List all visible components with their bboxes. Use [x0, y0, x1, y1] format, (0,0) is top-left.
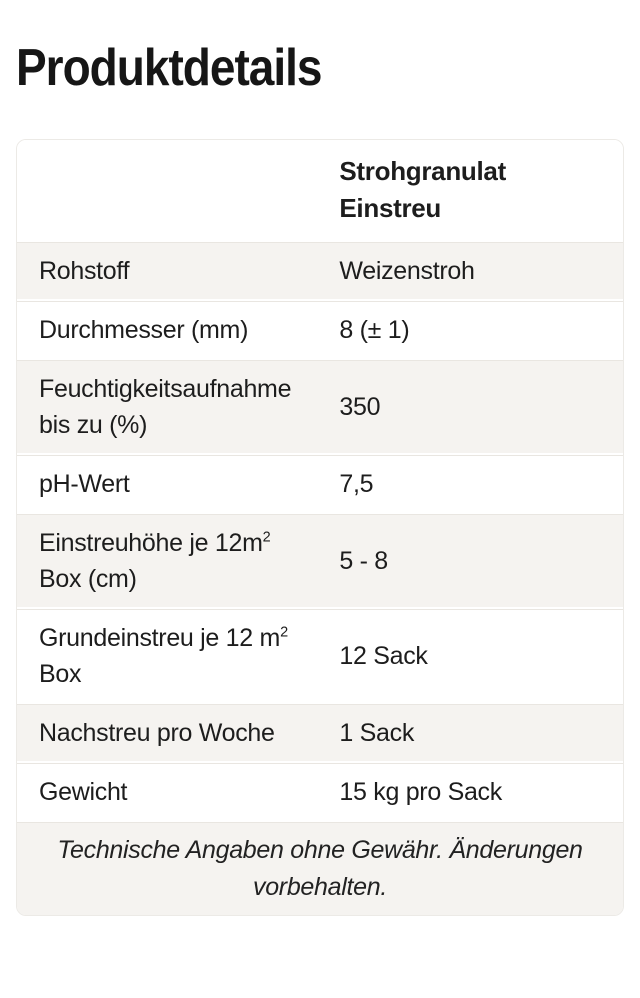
table-row — [17, 360, 623, 453]
header-empty-cell — [17, 177, 339, 203]
table-header-row — [17, 140, 623, 240]
row-value: 8 (± 1) — [339, 315, 410, 344]
row-label: Gewicht — [39, 777, 128, 806]
row-label: Feuchtigkeitsaufnahme bis zu (%) — [39, 374, 292, 439]
row-value: 12 Sack — [339, 641, 428, 670]
row-value: 5 - 8 — [339, 546, 388, 575]
page-title: Produktdetails — [16, 38, 322, 97]
disclaimer-text: Technische Angaben ohne Gewähr. Änderungen vorbehalten. — [57, 835, 583, 901]
table-row — [17, 704, 623, 761]
row-label: Nachstreu pro Woche — [39, 718, 275, 747]
product-details-table — [16, 139, 624, 916]
row-value: 15 kg pro Sack — [339, 777, 502, 806]
row-value: 7,5 — [339, 469, 374, 498]
product-details-section — [16, 38, 624, 916]
table-row — [17, 301, 623, 358]
row-label: Grundeinstreu je 12 $m^2$ Box — [39, 623, 288, 688]
product-name-line1: Strohgranulat — [339, 155, 506, 186]
table-row — [17, 514, 623, 607]
superscript: 2 — [280, 624, 288, 641]
superscript: 2 — [262, 529, 271, 546]
product-column-header — [339, 140, 623, 240]
product-name-line2: Einstreu — [339, 192, 442, 223]
row-value: Weizenstroh — [339, 256, 475, 285]
row-label: pH-Wert — [39, 469, 130, 498]
row-label: Rohstoff — [39, 256, 130, 285]
table-row — [17, 609, 623, 702]
table-row — [17, 763, 623, 820]
table-row — [17, 455, 623, 512]
row-value: 1 Sack — [339, 718, 415, 747]
row-value: 350 — [339, 392, 381, 421]
disclaimer-row — [17, 822, 623, 915]
row-label: Einstreuhöhe je $12m^2$ Box (cm) — [39, 528, 271, 593]
table-row — [17, 242, 623, 299]
row-label: Durchmesser (mm) — [39, 315, 249, 344]
